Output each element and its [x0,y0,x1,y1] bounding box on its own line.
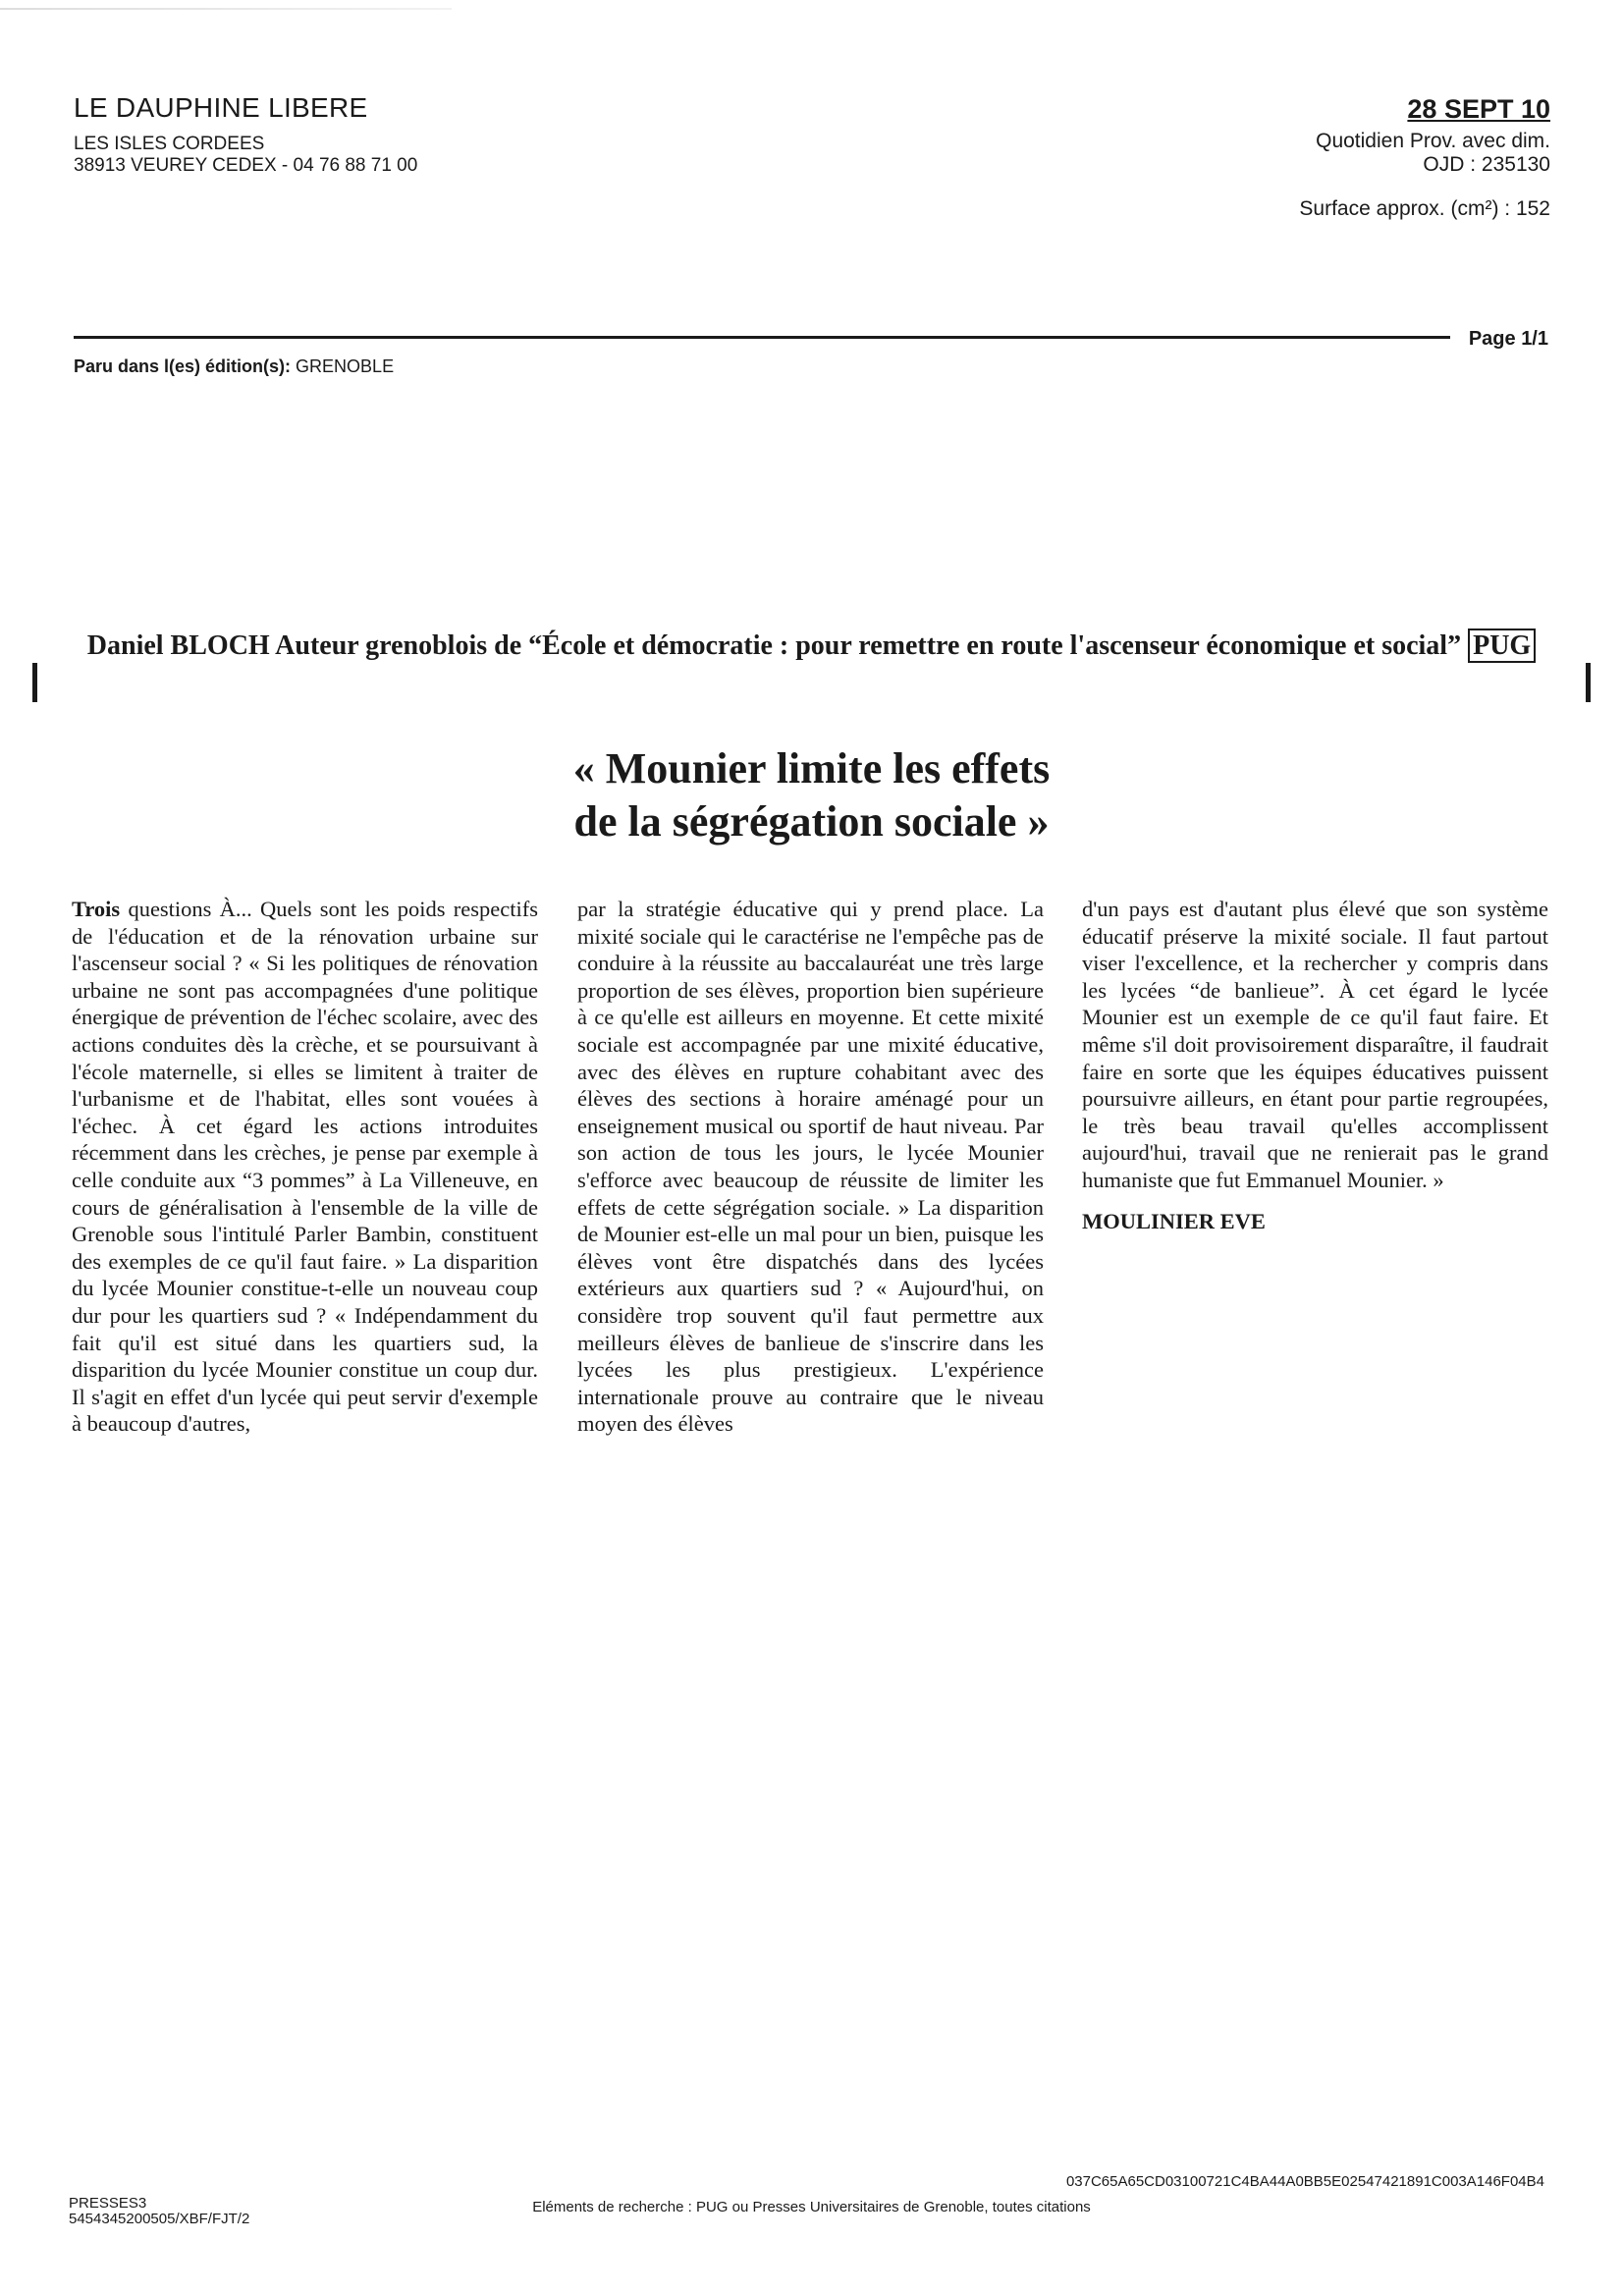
margin-mark-right [1586,663,1591,702]
scan-artifact [0,8,452,10]
article-author: MOULINIER EVE [1082,1208,1266,1233]
article-column-2 [577,896,1044,1438]
column-2-text: par la stratégie éducative qui y prend place. La mixité sociale qui le caractérise ne l'empêche pas de conduire à la réussite au baccalauréat une très large proportion de ses élèves, proportion bien supérieure à ce qu'elle est ailleurs en moyenne. Et cette mixité sociale est accompagnée par une mixité éducative, avec des élèves en rupture cohabitant avec des élèves des sections à horaire aménagé pour un enseignement musical ou sportif de haut niveau. Par son action de tous les jours, le lycée Mounier s'efforce avec beaucoup de réussite de limiter les effets de cette ségrégation sociale. » La disparition de Mounier est-elle un mal pour un bien, puisque les élèves vont être dispatchés dans des lycées extérieurs aux quartiers sud ? « Aujourd'hui, on considère trop souvent qu'il faut permettre aux meilleurs élèves de banlieue de s'inscrire dans les lycées les plus prestigieux. L'expérience internationale prouve au contraire que le niveau moyen des élèves [577,897,1044,1437]
ojd-count: OJD : 235130 [1423,153,1550,176]
publication-date: 28 SEPT 10 [1407,94,1550,124]
kicker-text: Daniel BLOCH Auteur grenoblois de “École et démocratie : pour remettre en route l'ascenseur économique et social” [86,630,1462,661]
header-divider [74,336,1450,339]
page-number: Page 1/1 [1461,328,1548,351]
margin-mark-left [32,663,37,702]
publication-frequency: Quotidien Prov. avec dim. [1316,130,1550,152]
publication-name: LE DAUPHINE LIBERE [74,92,368,123]
edition-value: GRENOBLE [296,356,395,376]
publisher-box: PUG [1468,629,1536,663]
document-hash: 037C65A65CD03100721C4BA44A0BB5E02547421891C003A146F04B4 [1065,2173,1544,2190]
search-elements: Eléments de recherche : PUG ou Presses Universitaires de Grenoble, toutes citations [532,2199,1091,2215]
article-column-3 [1082,896,1548,1234]
edition-label: Paru dans l(es) édition(s): [74,356,292,376]
headline-line-2: de la ségrégation sociale » [573,797,1050,846]
column-1-text: questions À... Quels sont les poids respectifs de l'éducation et de la rénovation urbaine sur l'ascenseur social ? « Si les politiques de rénovation urbaine ne sont pas accompagnées d'une politique énergique de prévention de l'échec scolaire, avec des actions conduites dès la crèche, et se poursuivant à l'école maternelle, si elles se limitent à traiter de l'urbanisme et de l'habitat, elles sont vouées à l'échec. À cet égard les actions introduites récemment dans les crèches, je pense par exemple à celle conduite aux “3 pommes” à La Villeneuve, en cours de généralisation à l'ensemble de la ville de Grenoble sous l'intitulé Parler Bambin, constituent des exemples de ce qu'il faut faire. » La disparition du lycée Mounier constitue-t-elle un nouveau coup dur pour les quartiers sud ? « Indépendamment du fait qu'il est situé dans les quartiers sud, la disparition du lycée Mounier constitue un coup dur. Il s'agit en effet d'un lycée qui peut servir d'exemple à beaucoup d'autres, [72,897,538,1437]
surface-area: Surface approx. (cm²) : 152 [1299,197,1550,220]
publication-address-line2: 38913 VEUREY CEDEX - 04 76 88 71 00 [74,155,418,176]
article-headline [74,742,1549,848]
headline-line-1: « Mounier limite les effets [572,744,1051,793]
publication-address-line1: LES ISLES CORDEES [74,134,265,154]
column-3-text: d'un pays est d'autant plus élevé que son système éducatif préserve la mixité sociale. Il faut partout viser l'excellence, et la rechercher y compris dans les lycées “de banlieue”. À cet égard le lycée Mounier est un exemple de ce qu'il faut faire. Et même s'il doit provisoirement disparaître, il faudrait faire en sorte que les équipes éducatives puissent poursuivre ailleurs, en étant pour partie regroupées, le très beau travail qu'elles accomplissent aujourd'hui, travail que ne renierait pas le grand humaniste que fut Emmanuel Mounier. » [1082,897,1548,1192]
lead-word: Trois [72,897,121,921]
article-kicker [74,629,1549,663]
article-column-1 [72,896,538,1438]
reference-code: 5454345200505/XBF/FJT/2 [69,2211,250,2227]
edition-line [74,356,394,377]
client-code: PRESSES3 [69,2195,147,2212]
